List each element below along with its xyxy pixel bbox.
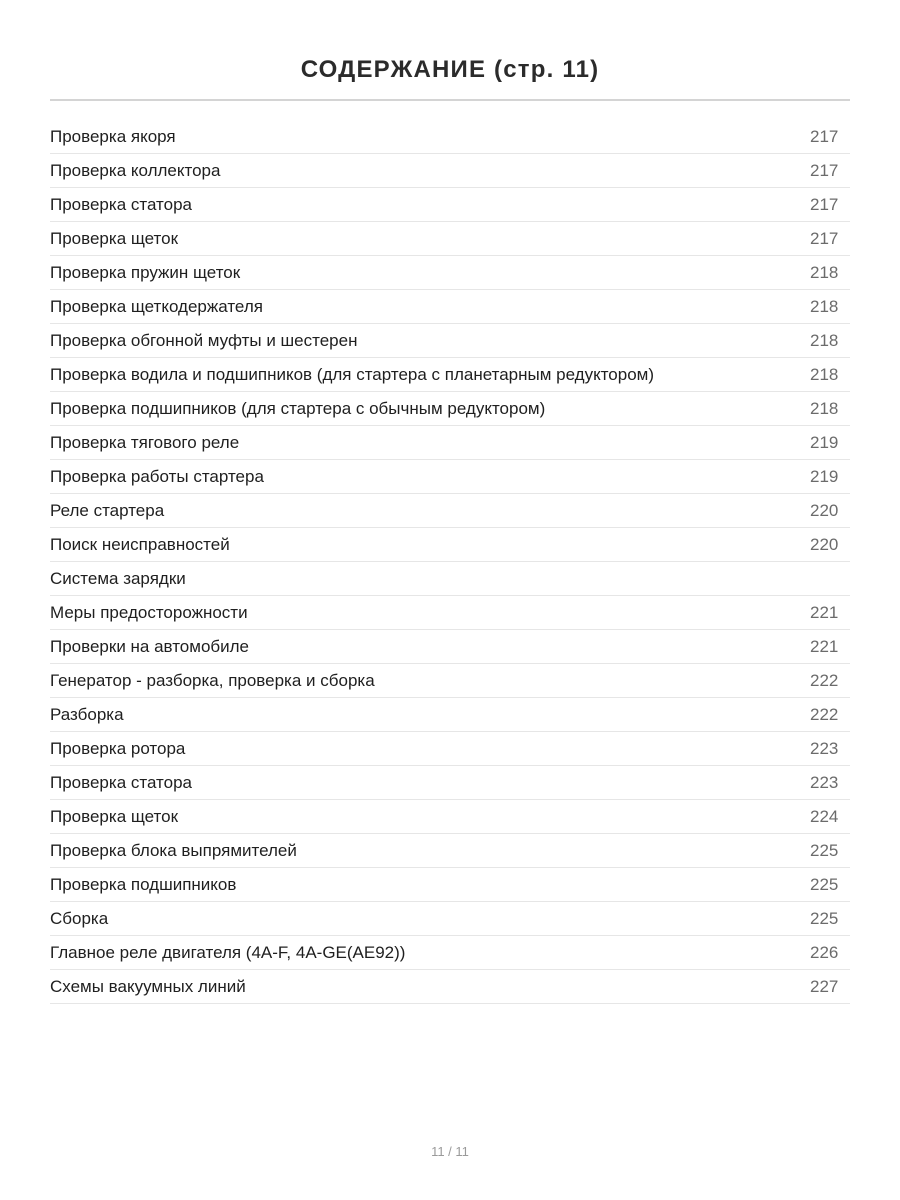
toc-entry-page: 220 bbox=[810, 501, 839, 520]
toc-entry-label: Проверка подшипников bbox=[50, 875, 237, 894]
toc-entry-page: 222 bbox=[810, 671, 839, 690]
toc-entry[interactable] bbox=[50, 392, 850, 426]
toc-list bbox=[50, 120, 850, 1004]
toc-entry-label: Проверка работы стартера bbox=[50, 467, 264, 486]
toc-entry-label: Проверка водила и подшипников (для стартера с планетарным редуктором) bbox=[50, 365, 655, 384]
toc-entry-label: Поиск неисправностей bbox=[50, 535, 230, 554]
toc-entry-page: 217 bbox=[810, 229, 839, 248]
toc-entry-label: Разборка bbox=[50, 705, 124, 724]
toc-entry-page: 217 bbox=[810, 161, 839, 180]
title-divider bbox=[50, 99, 850, 101]
toc-entry-label: Проверка обгонной муфты и шестерен bbox=[50, 331, 358, 350]
toc-entry-page: 221 bbox=[810, 637, 839, 656]
toc-entry-label: Проверка блока выпрямителей bbox=[50, 841, 297, 860]
toc-entry[interactable] bbox=[50, 970, 850, 1004]
toc-entry[interactable] bbox=[50, 766, 850, 800]
toc-entry[interactable] bbox=[50, 426, 850, 460]
toc-entry[interactable] bbox=[50, 256, 850, 290]
toc-entry-label: Генератор - разборка, проверка и сборка bbox=[50, 671, 375, 690]
toc-entry[interactable] bbox=[50, 460, 850, 494]
toc-entry[interactable] bbox=[50, 154, 850, 188]
toc-entry-page: 223 bbox=[810, 773, 839, 792]
toc-entry[interactable] bbox=[50, 494, 850, 528]
toc-entry-label: Меры предосторожности bbox=[50, 603, 248, 622]
toc-entry-page: 217 bbox=[810, 195, 839, 214]
toc-entry-page: 225 bbox=[810, 875, 839, 894]
toc-entry-label: Проверка тягового реле bbox=[50, 433, 240, 452]
toc-entry-page: 219 bbox=[810, 433, 839, 452]
toc-entry-page: 223 bbox=[810, 739, 839, 758]
toc-entry-label: Проверка щеткодержателя bbox=[50, 297, 263, 316]
toc-entry-label: Проверка статора bbox=[50, 195, 193, 214]
page-indicator: 11 / 11 bbox=[431, 1144, 469, 1159]
toc-entry-page: 221 bbox=[810, 603, 839, 622]
toc-entry[interactable] bbox=[50, 324, 850, 358]
toc-entry[interactable] bbox=[50, 834, 850, 868]
toc-section-label: Система зарядки bbox=[50, 569, 186, 588]
toc-entry[interactable] bbox=[50, 358, 850, 392]
toc-entry-label: Проверка ротора bbox=[50, 739, 186, 758]
toc-entry-label: Реле стартера bbox=[50, 501, 165, 520]
toc-entry[interactable] bbox=[50, 528, 850, 562]
toc-entry-page: 227 bbox=[810, 977, 839, 996]
toc-entry-page: 222 bbox=[810, 705, 839, 724]
toc-entry[interactable] bbox=[50, 800, 850, 834]
toc-entry-page: 219 bbox=[810, 467, 839, 486]
toc-entry-page: 217 bbox=[810, 127, 839, 146]
toc-entry[interactable] bbox=[50, 630, 850, 664]
toc-entry-label: Сборка bbox=[50, 909, 109, 928]
toc-entry-label: Схемы вакуумных линий bbox=[50, 977, 246, 996]
toc-entry[interactable] bbox=[50, 188, 850, 222]
toc-entry[interactable] bbox=[50, 120, 850, 154]
toc-entry-page: 218 bbox=[810, 399, 839, 418]
toc-entry-label: Главное реле двигателя (4A-F, 4A-GE(AE92)) bbox=[50, 943, 406, 962]
toc-entry[interactable] bbox=[50, 868, 850, 902]
toc-entry-label: Проверка щеток bbox=[50, 807, 179, 826]
toc-entry[interactable] bbox=[50, 732, 850, 766]
toc-entry-page: 220 bbox=[810, 535, 839, 554]
toc-entry[interactable] bbox=[50, 664, 850, 698]
toc-entry-page: 218 bbox=[810, 297, 839, 316]
toc-entry[interactable] bbox=[50, 936, 850, 970]
toc-entry-page: 218 bbox=[810, 331, 839, 350]
toc-entry-label: Проверка якоря bbox=[50, 127, 176, 146]
toc-entry-page: 225 bbox=[810, 909, 839, 928]
toc-entry-label: Проверка подшипников (для стартера с обычным редуктором) bbox=[50, 399, 546, 418]
toc-entry-label: Проверка щеток bbox=[50, 229, 179, 248]
toc-entry[interactable] bbox=[50, 222, 850, 256]
toc-entry-page: 218 bbox=[810, 263, 839, 282]
toc-entry[interactable] bbox=[50, 290, 850, 324]
toc-entry[interactable] bbox=[50, 596, 850, 630]
toc-entry[interactable] bbox=[50, 902, 850, 936]
page-title: СОДЕРЖАНИЕ (стр. 11) bbox=[300, 56, 600, 84]
toc-section-heading[interactable] bbox=[50, 562, 850, 596]
toc-entry-page: 226 bbox=[810, 943, 839, 962]
toc-entry-page: 225 bbox=[810, 841, 839, 860]
toc-entry[interactable] bbox=[50, 698, 850, 732]
toc-entry-label: Проверка статора bbox=[50, 773, 193, 792]
toc-entry-page: 218 bbox=[810, 365, 839, 384]
toc-entry-label: Проверка пружин щеток bbox=[50, 263, 241, 282]
toc-entry-label: Проверка коллектора bbox=[50, 161, 221, 180]
toc-entry-page: 224 bbox=[810, 807, 839, 826]
toc-entry-label: Проверки на автомобиле bbox=[50, 637, 250, 656]
